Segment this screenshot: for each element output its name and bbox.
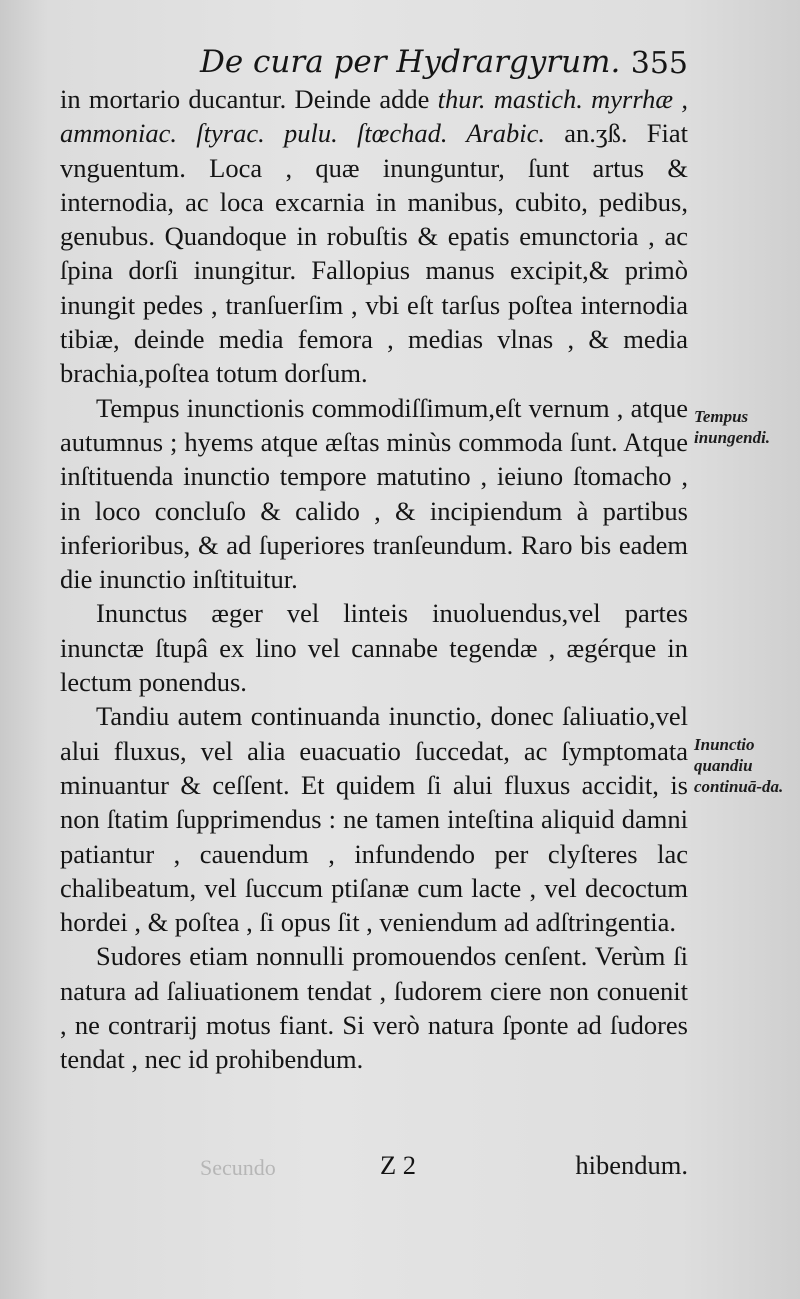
marginal-note-inunctio: Inunctio quandiu continuā-da.: [694, 735, 784, 796]
text-segment: an.ʒß. Fiat vnguentum. Loca , quæ inunguntur, ſunt artus & internodia, ac loca excarnia in manibus, cubito, pedibus, genubus. Quandoque in robuſtis & epatis emunctoria , ac ſpina dorſi inungitur. Fallopius manus excipit,& primò inungit pedes , tranſuerſim , vbi eſt tarſus poſtea internodia tibiæ, deinde media femora , medias vlnas , & media brachia,poſtea totum dorſum.: [60, 118, 688, 389]
text-segment: Tempus inunctionis commodiſſimum,eſt vernum , atque autumnus ; hyems atque æſtas minùs commoda ſunt. Atque inſtituenda inunctio tempore matutino , ieiuno ſtomacho , in loco concluſo & calido , & incipiendum à partibus inferioribus, & ad ſuperiores tranſeundum. Raro bis eadem die inunctio inſtituitur.: [60, 392, 688, 595]
text-segment: Sudores etiam nonnulli promouendos cenſent. Verùm ſi natura ad ſaliuationem tendat , ſudorem ciere non conuenit , ne contrarij motus fiant. Si verò natura ſponte ad ſudores tendat , nec id prohibendum.: [60, 941, 688, 1075]
italic-text-segment: thur. mastich. myrrhæ , ammoniac. ſtyrac. pulu. ſtœchad. Arabic.: [60, 84, 688, 149]
running-head: [200, 44, 700, 84]
paragraph: [60, 596, 688, 699]
page-footer: [60, 1150, 688, 1186]
paragraph: [60, 939, 688, 1076]
paragraph: [60, 391, 688, 597]
text-segment: in mortario ducantur. Deinde adde: [60, 84, 438, 114]
bleed-through-text: Secundo: [200, 1155, 276, 1180]
catchword: hibendum.: [575, 1150, 688, 1180]
text-segment: Inunctus æger vel linteis inuoluendus,vel partes inunctæ ſtupâ ex lino vel cannabe tegendæ , ægérque in lectum ponendus.: [60, 598, 688, 698]
main-text-block: [60, 82, 688, 1077]
marginal-note-tempus: Tempus inungendi.: [694, 407, 771, 447]
running-title: De cura per Hydrargyrum.: [200, 44, 621, 80]
paragraph: [60, 82, 688, 391]
page-number: 355: [630, 46, 688, 81]
signature-mark: Z 2: [380, 1150, 417, 1180]
text-segment: Tandiu autem continuanda inunctio, donec ſaliuatio,vel alui fluxus, vel alia euacuatio ſuccedat, ac ſymptomata minuantur & ceſſent. Et quidem ſi alui fluxus accidit, is non ſtatim ſupprimendus : ne tamen inteſtina aliquid damni patiantur , cauendum , infundendo per clyſteres lac chalibeatum, vel ſuccum ptiſanæ cum lacte , vel decoctum hordei , & poſtea , ſi opus ſit , veniendum ad adſtringentia.: [60, 701, 688, 938]
paragraph: [60, 699, 688, 939]
